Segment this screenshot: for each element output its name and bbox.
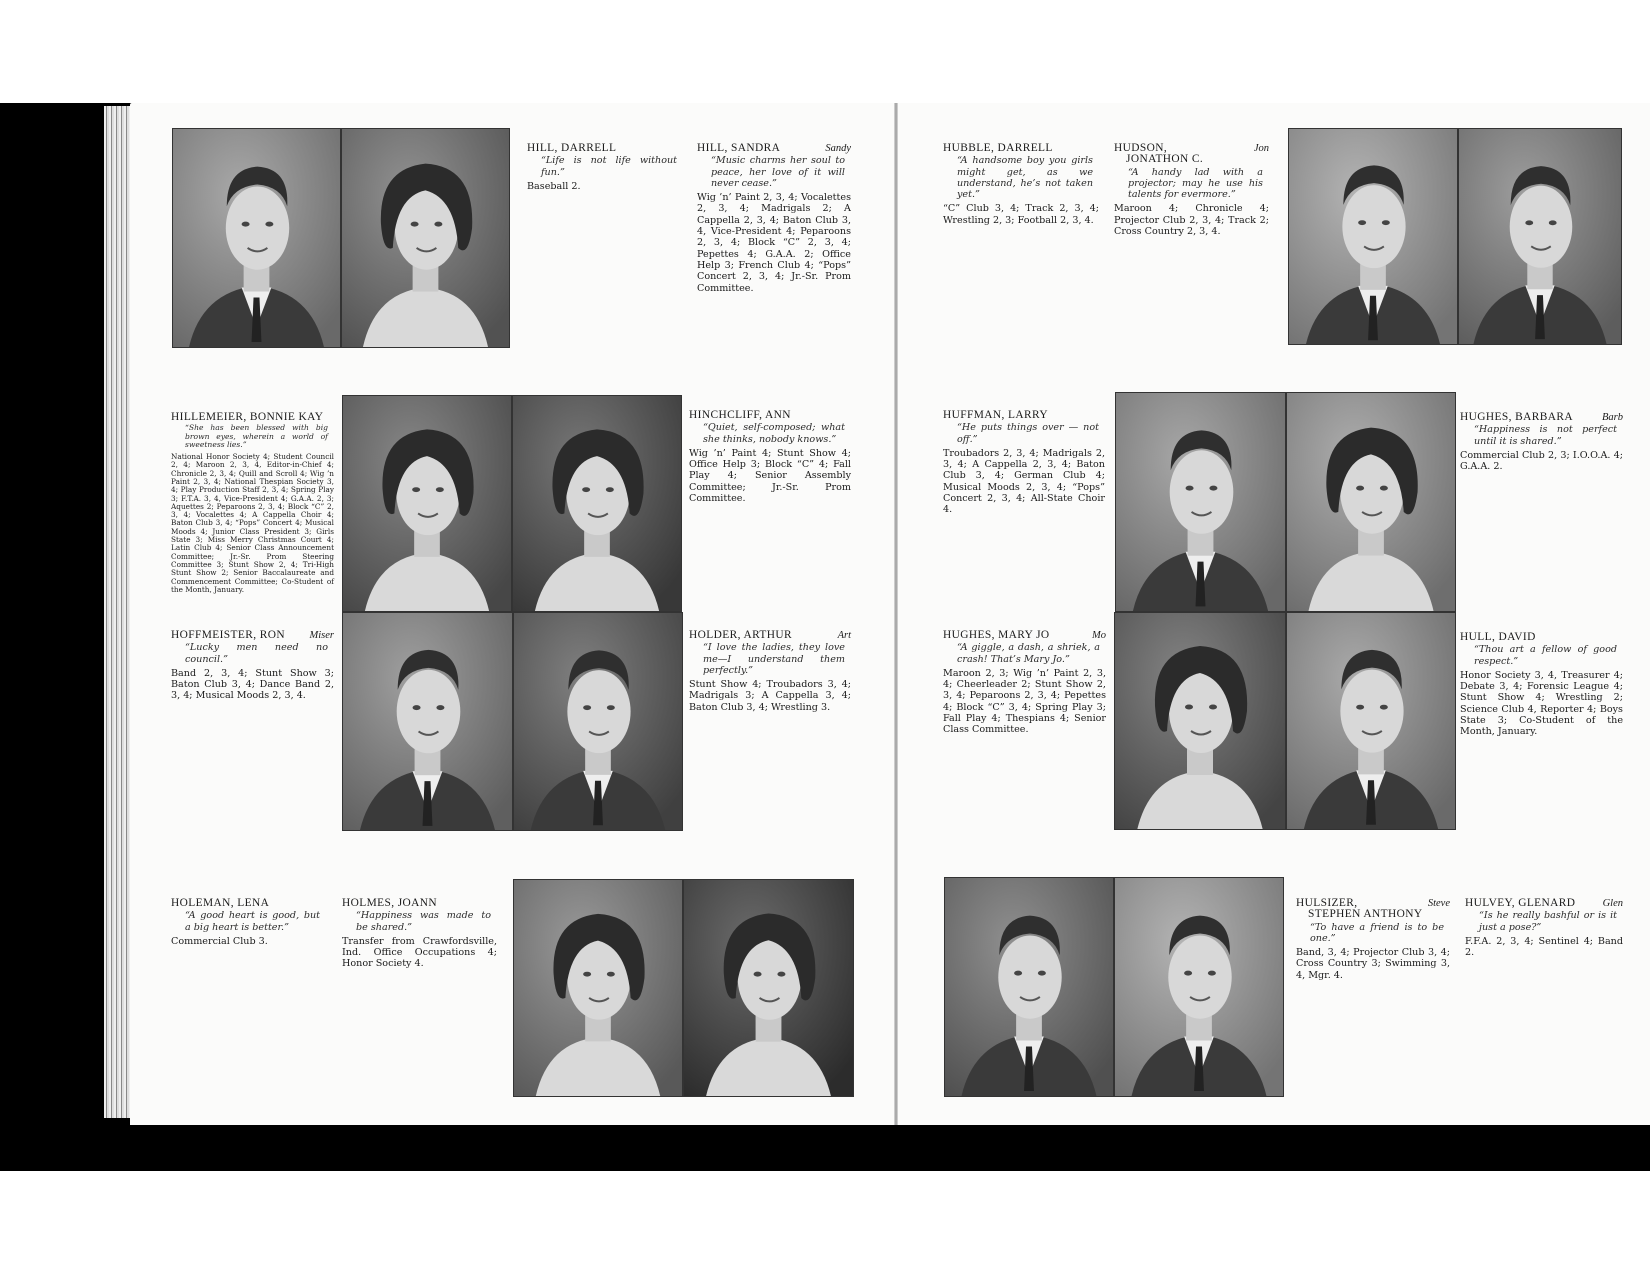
- student-entry: [171, 412, 334, 594]
- portrait: [513, 612, 683, 831]
- student-nickname: Miser: [309, 630, 334, 641]
- student-nickname: Mo: [1092, 630, 1106, 641]
- student-name: HULL, DAVID: [1460, 631, 1536, 643]
- student-quote: “A handy lad with a projector; may he use his talents for evermore.”: [1128, 166, 1263, 201]
- student-entry: [943, 143, 1099, 226]
- student-quote: “Music charms her soul to peace, her love of it will never cease.”: [711, 155, 845, 189]
- student-name: HILL, SANDRA: [697, 142, 781, 154]
- student-activities: F.F.A. 2, 3, 4; Sentinel 4; Band 2.: [1465, 935, 1623, 959]
- portrait: [683, 879, 854, 1097]
- student-nickname: Sandy: [825, 143, 851, 154]
- student-activities: Honor Society 3, 4, Treasurer 4; Debate 3, 4; Forensic League 4; Stunt Show 4; Wrestling 2; Science Club 4, Reporter 4; Boys State 3; Co-Student of the Month, January.: [1460, 669, 1623, 738]
- portrait: [172, 128, 341, 348]
- page-edges: [104, 106, 130, 1118]
- student-entry: [1460, 632, 1623, 738]
- student-quote: “A handsome boy you girls might get, as we understand, he’s not taken yet.”: [957, 155, 1093, 201]
- student-nickname: Steve: [1427, 898, 1450, 909]
- student-nickname: Barb: [1602, 412, 1623, 423]
- student-activities: Transfer from Crawfordsville, Ind. Office Occupations 4; Honor Society 4.: [342, 935, 497, 970]
- portrait: [1286, 612, 1456, 830]
- student-activities: National Honor Society 4; Student Council 2, 4; Maroon 2, 3, 4, Editor-in-Chief 4; Chronicle 2, 3, 4; Quill and Scroll 4; Wig ’n Paint 2, 3, 4; National Thespian Society 3, 4; Play Production Staff 2, 3, 4; Spring Play 3; F.T.A. 3, 4, Vice-President 4; G.A.A. 2, 3; Aquettes 2; Peparoons 2, 3, 4; Block “C” 2, 3, 4; Vocalettes 4; A Cappella Choir 4; Baton Club 3, 4; “Pops” Concert 4; Musical Moods 4; Junior Class President 3; Girls State 3; Miss Merry Christmas Court 4; Latin Club 4; Senior Class Announcement Committee; Jr.-Sr. Prom Steering Committee 3; Stunt Show 2, 4; Tri-High Stunt Show 2; Senior Baccalaureate and Commencement Committee; Co-Student of the Month, January.: [171, 452, 334, 594]
- student-quote: “Life is not life without fun.”: [541, 155, 677, 178]
- student-entry: [171, 630, 334, 702]
- student-name: HOLMES, JOANN: [342, 897, 438, 909]
- student-nickname: Art: [837, 630, 851, 641]
- student-entry: [527, 143, 683, 192]
- student-entry: [1460, 412, 1623, 472]
- student-name: HULSIZER,: [1296, 897, 1358, 909]
- student-name: HINCHCLIFF, ANN: [689, 409, 791, 421]
- student-name: HUBBLE, DARRELL: [943, 142, 1053, 154]
- student-entry: [697, 143, 851, 294]
- student-name-row: [1460, 412, 1623, 423]
- student-name-row: [943, 410, 1105, 421]
- student-quote: “Is he really bashful or is it just a pose?”: [1479, 910, 1617, 933]
- student-entry: [943, 630, 1106, 736]
- portrait: [1286, 392, 1456, 612]
- student-name-row: [697, 143, 851, 154]
- student-name: HUDSON,: [1114, 142, 1168, 154]
- student-quote: “Thou art a fellow of good respect.”: [1474, 644, 1617, 667]
- student-name-row: [689, 410, 851, 421]
- student-name-line2: JONATHON C.: [1126, 153, 1204, 166]
- student-quote: “Happiness was made to be shared.”: [356, 910, 491, 933]
- student-name-row: [1465, 898, 1623, 909]
- student-name-row: [171, 898, 326, 909]
- student-entry: [1465, 898, 1623, 958]
- student-name-row: [1460, 632, 1623, 643]
- student-activities: “C” Club 3, 4; Track 2, 3, 4; Wrestling 2, 3; Football 2, 3, 4.: [943, 203, 1099, 226]
- student-name-row: [171, 412, 334, 423]
- student-entry: [1296, 898, 1450, 981]
- student-name: HUFFMAN, LARRY: [943, 409, 1048, 421]
- student-name: HOLEMAN, LENA: [171, 897, 270, 909]
- portrait: [1114, 612, 1286, 830]
- portrait: [1288, 128, 1458, 345]
- student-entry: [943, 410, 1105, 516]
- student-activities: Maroon 2, 3; Wig ’n’ Paint 2, 3, 4; Cheerleader 2; Stunt Show 2, 3, 4; Peparoons 2, 3, 4; Pepettes 4; Block “C” 3, 4; Spring Play 3; Fall Play 4; Thespians 4; Senior Class Committee.: [943, 667, 1106, 736]
- student-name: HOLDER, ARTHUR: [689, 629, 793, 641]
- student-quote: “Quiet, self-composed; what she thinks, nobody knows.”: [703, 422, 845, 445]
- student-activities: Commercial Club 3.: [171, 935, 268, 947]
- portrait: [1115, 392, 1286, 612]
- student-name: HUGHES, MARY JO: [943, 629, 1050, 641]
- student-activities: Band 2, 3, 4; Stunt Show 3; Baton Club 3, 4; Dance Band 2, 3, 4; Musical Moods 2, 3, 4.: [171, 667, 334, 702]
- student-entry: [342, 898, 497, 970]
- student-activities: Band, 3, 4; Projector Club 3, 4; Cross Country 3; Swimming 3, 4, Mgr. 4.: [1296, 947, 1450, 981]
- student-name: HILL, DARRELL: [527, 142, 617, 154]
- student-entry: [1114, 143, 1269, 237]
- student-quote: “I love the ladies, they love me—I understand them perfectly.”: [703, 642, 845, 676]
- student-name-row: [943, 630, 1106, 641]
- student-activities: Wig ’n’ Paint 4; Stunt Show 4; Office Help 3; Block “C” 4; Fall Play 4; Senior Assembly Committee; Jr.-Sr. Prom Committee.: [689, 447, 851, 505]
- portrait: [341, 128, 510, 348]
- student-name: HUGHES, BARBARA: [1460, 411, 1573, 423]
- student-name-row: [527, 143, 683, 154]
- student-quote: “A good heart is good, but a big heart is better.”: [185, 910, 320, 933]
- student-quote: “Lucky men need no council.”: [185, 642, 328, 665]
- student-name-row: [342, 898, 497, 909]
- student-name-row: [171, 630, 334, 641]
- portrait: [944, 877, 1114, 1097]
- student-quote: “She has been blessed with big brown eyes, wherein a world of sweetness lies.”: [185, 423, 328, 450]
- student-entry: [171, 898, 326, 947]
- student-quote: “A giggle, a dash, a shriek, a crash! That’s Mary Jo.”: [957, 642, 1100, 665]
- student-activities: Wig ’n’ Paint 2, 3, 4; Vocalettes 2, 3, 4; Madrigals 2; A Cappella 2, 3, 4; Baton Club 3, 4, Vice-President 4; Peparoons 2, 3, 4; Block “C” 2, 3, 4; Pepettes 4; G.A.A. 2; Office Help 3; French Club 4; “Pops” Concert 2, 3, 4; Jr.-Sr. Prom Committee.: [697, 192, 851, 294]
- student-name-row: [689, 630, 851, 641]
- student-activities: Commercial Club 2, 3; I.O.O.A. 4; G.A.A. 2.: [1460, 449, 1623, 473]
- student-quote: “He puts things over — not off.”: [957, 422, 1099, 445]
- student-activities: Baseball 2.: [527, 180, 581, 192]
- portrait: [342, 395, 512, 612]
- book-gutter: [894, 103, 898, 1125]
- student-name-line2: STEPHEN ANTHONY: [1308, 908, 1423, 921]
- portrait: [1458, 128, 1622, 345]
- student-activities: Maroon 4; Chronicle 4; Projector Club 2, 3, 4; Track 2; Cross Country 2, 3, 4.: [1114, 203, 1269, 238]
- student-activities: Stunt Show 4; Troubadors 3, 4; Madrigals 3; A Cappella 3, 4; Baton Club 3, 4; Wrestling 3.: [689, 679, 851, 713]
- student-name: HULVEY, GLENARD: [1465, 897, 1576, 909]
- student-name: HILLEMEIER, BONNIE KAY: [171, 411, 324, 423]
- student-quote: “To have a friend is to be one.”: [1310, 921, 1444, 944]
- student-entry: [689, 410, 851, 504]
- student-quote: “Happiness is not perfect until it is shared.”: [1474, 424, 1617, 447]
- portrait: [512, 395, 682, 612]
- portrait: [513, 879, 683, 1097]
- portrait: [342, 612, 513, 831]
- student-activities: Troubadors 2, 3, 4; Madrigals 2, 3, 4; A Cappella 2, 3, 4; Baton Club 3, 4; German Club 4; Musical Moods 2, 3, 4; “Pops” Concert 2, 3, 4; All-State Choir 4.: [943, 447, 1105, 516]
- student-nickname: Glen: [1602, 898, 1623, 909]
- student-name-row: [943, 143, 1099, 154]
- portrait: [1114, 877, 1284, 1097]
- student-name: HOFFMEISTER, RON: [171, 629, 285, 641]
- student-entry: [689, 630, 851, 713]
- student-nickname: Jon: [1253, 143, 1269, 154]
